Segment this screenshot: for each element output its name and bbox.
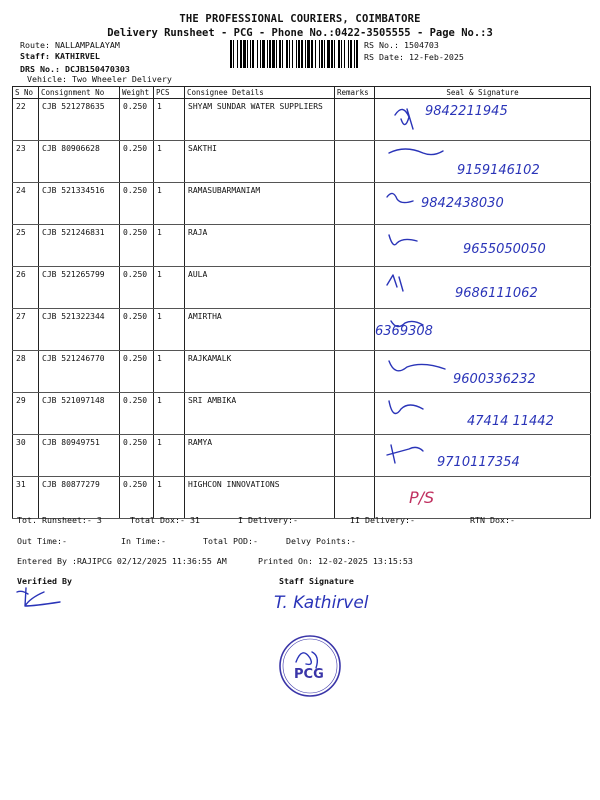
col-header-consignment: Consignment No — [39, 87, 120, 99]
runsheet-subtitle: Delivery Runsheet - PCG - Phone No.:0422-3505555 - Page No.:3 — [107, 27, 493, 39]
cell-signature — [375, 435, 591, 477]
col-header-pcs: PCS — [154, 87, 185, 99]
barcode-image — [230, 40, 358, 68]
verified-by-signature — [14, 584, 66, 614]
handwritten-signature — [375, 393, 590, 434]
cell-consignment-no: CJB 521097148 — [39, 393, 120, 435]
cell-signature — [375, 225, 591, 267]
svg-text:PCG: PCG — [294, 667, 324, 682]
cell-sno: 23 — [13, 141, 39, 183]
cell-pcs: 1 — [154, 477, 185, 519]
cell-consignee: RAMASUBARMANIAM — [185, 183, 335, 225]
staff-signature-label: Staff Signature — [279, 576, 354, 586]
handwritten-signature — [375, 309, 590, 350]
cell-signature — [375, 477, 591, 519]
cell-sno: 30 — [13, 435, 39, 477]
cell-consignment-no: CJB 521334516 — [39, 183, 120, 225]
table-row — [13, 141, 591, 183]
cell-sno: 26 — [13, 267, 39, 309]
signature-phone-text: 9842438030 — [421, 196, 504, 211]
cell-remarks — [335, 309, 375, 351]
cell-consignment-no: CJB 521278635 — [39, 99, 120, 141]
staff-label: Staff: KATHIRVEL — [20, 51, 100, 61]
handwritten-signature — [375, 183, 590, 224]
delvy-points: Delvy Points:- — [286, 536, 356, 546]
cell-consignment-no: CJB 521246831 — [39, 225, 120, 267]
cell-remarks — [335, 435, 375, 477]
cell-remarks — [335, 393, 375, 435]
cell-pcs: 1 — [154, 267, 185, 309]
svg-text:T. Kathirvel: T. Kathirvel — [274, 593, 369, 613]
signature-phone-text: 47414 11442 — [467, 414, 554, 429]
cell-sno: 24 — [13, 183, 39, 225]
total-dox: Total Dox:- 31 — [130, 515, 200, 525]
cell-signature — [375, 99, 591, 141]
signature-phone-text: 9710117354 — [437, 455, 520, 470]
cell-signature — [375, 183, 591, 225]
tot-runsheet: Tot. Runsheet:- 3 — [17, 515, 102, 525]
cell-pcs: 1 — [154, 393, 185, 435]
rs-date: RS Date: 12-Feb-2025 — [364, 52, 464, 62]
cell-consignment-no: CJB 521265799 — [39, 267, 120, 309]
signature-phone-text: 9655050050 — [463, 242, 546, 257]
cell-sno: 29 — [13, 393, 39, 435]
handwritten-signature — [375, 267, 590, 308]
cell-consignment-no: CJB 521246770 — [39, 351, 120, 393]
handwritten-signature — [375, 435, 590, 476]
col-header-remarks: Remarks — [335, 87, 375, 99]
cell-pcs: 1 — [154, 183, 185, 225]
cell-consignee: RAJA — [185, 225, 335, 267]
col-header-signature: Seal & Signature — [375, 87, 591, 99]
cell-weight: 0.250 — [120, 225, 154, 267]
cell-consignee: SRI AMBIKA — [185, 393, 335, 435]
signature-phone-text: P/S — [409, 488, 435, 507]
cell-weight: 0.250 — [120, 393, 154, 435]
cell-weight: 0.250 — [120, 309, 154, 351]
cell-signature — [375, 309, 591, 351]
table-row — [13, 393, 591, 435]
cell-remarks — [335, 477, 375, 519]
cell-signature — [375, 141, 591, 183]
rtn-dox: RTN Dox:- — [470, 515, 515, 525]
cell-consignee: AMIRTHA — [185, 309, 335, 351]
ii-delivery: II Delivery:- — [350, 515, 415, 525]
cell-pcs: 1 — [154, 141, 185, 183]
table-header-row — [13, 87, 591, 99]
handwritten-signature — [375, 225, 590, 266]
staff-signature-image — [270, 584, 380, 620]
cell-weight: 0.250 — [120, 267, 154, 309]
cell-pcs: 1 — [154, 309, 185, 351]
table-row — [13, 435, 591, 477]
cell-signature — [375, 267, 591, 309]
total-pod: Total POD:- — [203, 536, 258, 546]
cell-signature — [375, 351, 591, 393]
i-delivery: I Delivery:- — [238, 515, 298, 525]
table-row — [13, 99, 591, 141]
cell-remarks — [335, 183, 375, 225]
signature-phone-text: 9159146102 — [457, 163, 540, 178]
cell-consignee: RAMYA — [185, 435, 335, 477]
cell-weight: 0.250 — [120, 435, 154, 477]
table-row — [13, 183, 591, 225]
cell-remarks — [335, 225, 375, 267]
cell-consignment-no: CJB 521322344 — [39, 309, 120, 351]
handwritten-signature — [375, 141, 590, 182]
col-header-weight: Weight — [120, 87, 154, 99]
cell-sno: 27 — [13, 309, 39, 351]
signature-phone-text: 9686111062 — [455, 286, 538, 301]
stamp-seal — [276, 632, 344, 700]
handwritten-signature — [375, 351, 590, 392]
cell-signature — [375, 393, 591, 435]
cell-sno: 25 — [13, 225, 39, 267]
cell-pcs: 1 — [154, 225, 185, 267]
cell-sno: 28 — [13, 351, 39, 393]
vehicle-label: Vehicle: Two Wheeler Delivery — [27, 74, 172, 84]
cell-consignment-no: CJB 80906628 — [39, 141, 120, 183]
rs-number: RS No.: 1504703 — [364, 40, 439, 50]
cell-remarks — [335, 351, 375, 393]
table-row — [13, 267, 591, 309]
cell-consignee: SHYAM SUNDAR WATER SUPPLIERS — [185, 99, 335, 141]
cell-sno: 22 — [13, 99, 39, 141]
table-row — [13, 477, 591, 519]
table-row — [13, 225, 591, 267]
route-label: Route: NALLAMPALAYAM — [20, 40, 120, 50]
cell-consignee: RAJKAMALK — [185, 351, 335, 393]
cell-weight: 0.250 — [120, 477, 154, 519]
in-time: In Time:- — [121, 536, 166, 546]
col-header-sno: S No — [13, 87, 39, 99]
cell-consignee: AULA — [185, 267, 335, 309]
cell-sno: 31 — [13, 477, 39, 519]
cell-weight: 0.250 — [120, 99, 154, 141]
cell-weight: 0.250 — [120, 351, 154, 393]
handwritten-signature — [375, 477, 590, 518]
signature-phone-text: 9842211945 — [425, 104, 508, 119]
runsheet-table — [12, 86, 591, 519]
signature-phone-text: 6369308 — [375, 324, 433, 339]
cell-weight: 0.250 — [120, 183, 154, 225]
cell-consignment-no: CJB 80949751 — [39, 435, 120, 477]
cell-consignee: HIGHCON INNOVATIONS — [185, 477, 335, 519]
cell-remarks — [335, 267, 375, 309]
cell-consignee: SAKTHI — [185, 141, 335, 183]
verified-by-label: Verified By — [17, 576, 72, 586]
table-row — [13, 309, 591, 351]
entered-by: Entered By :RAJIPCG 02/12/2025 11:36:55 AM — [17, 556, 227, 566]
cell-remarks — [335, 99, 375, 141]
table-row — [13, 351, 591, 393]
out-time: Out Time:- — [17, 536, 67, 546]
cell-remarks — [335, 141, 375, 183]
cell-consignment-no: CJB 80877279 — [39, 477, 120, 519]
signature-phone-text: 9600336232 — [453, 372, 536, 387]
handwritten-signature — [375, 99, 590, 140]
drs-number: DRS No.: DCJB150470303 — [20, 64, 130, 74]
cell-pcs: 1 — [154, 351, 185, 393]
col-header-consignee: Consignee Details — [185, 87, 335, 99]
cell-pcs: 1 — [154, 435, 185, 477]
cell-pcs: 1 — [154, 99, 185, 141]
company-title: THE PROFESSIONAL COURIERS, COIMBATORE — [179, 13, 421, 25]
cell-weight: 0.250 — [120, 141, 154, 183]
printed-on: Printed On: 12-02-2025 13:15:53 — [258, 556, 413, 566]
